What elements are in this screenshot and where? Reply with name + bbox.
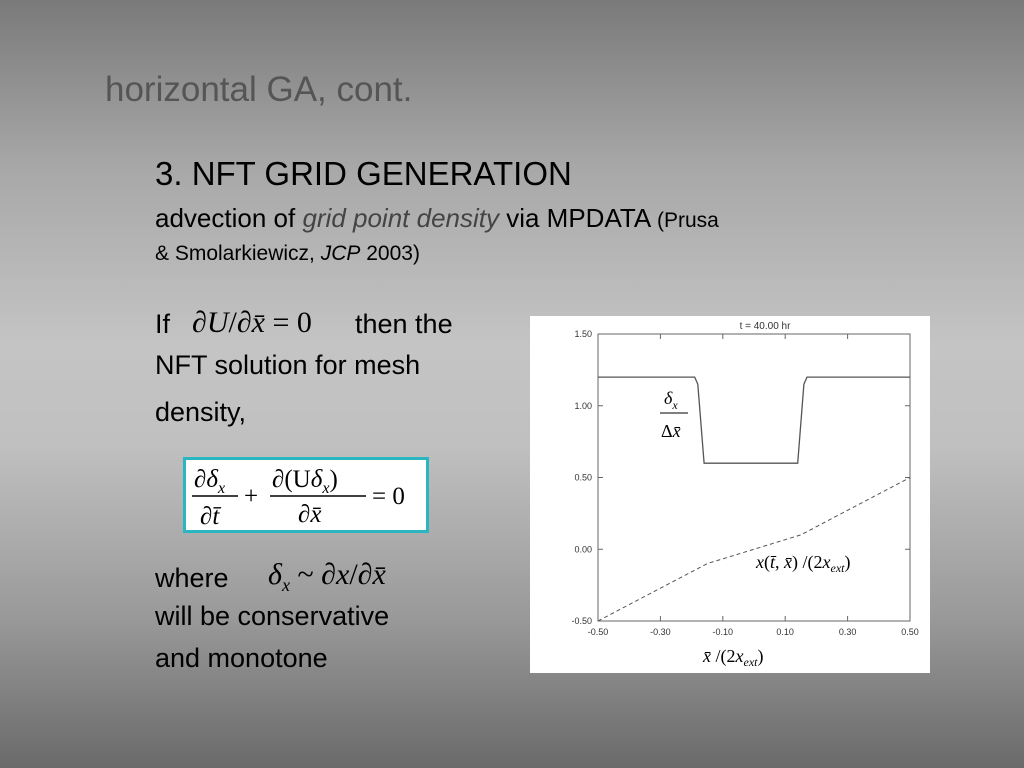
condition-formula: ∂U/∂x̄ = 0: [192, 306, 312, 339]
x-tick-label: 0.10: [776, 627, 794, 637]
x-tick-label: 0.30: [838, 627, 857, 637]
citation-line: [155, 242, 420, 266]
svg-text:δx: $\delta_x$: [664, 388, 678, 412]
svg-text:∂δx: $\partial\delta_x$: [194, 466, 226, 497]
position-series-annotation: x(t̄, x̄) $/(2x_{ext})$: [756, 552, 851, 575]
series-line-2: [598, 478, 910, 622]
svg-text:= 0: = 0: [372, 483, 405, 510]
slide-title: horizontal GA, cont.: [105, 70, 413, 109]
citation-year: 2003): [360, 242, 420, 265]
if-word: If: [155, 309, 171, 339]
y-tick-label: 0.00: [574, 544, 592, 555]
then-text: then the: [355, 309, 453, 339]
body-line-2: NFT solution for mesh: [155, 350, 421, 380]
monotone-line: and monotone: [155, 643, 328, 673]
subtitle-emphasis: grid point density: [302, 203, 499, 233]
y-tick-label: 1.50: [574, 329, 592, 339]
y-tick-label: 0.50: [574, 472, 592, 483]
series-line-1: [598, 377, 910, 463]
svg-text:∂t̄: ∂t̄: [200, 503, 220, 530]
subtitle-prefix: advection of: [155, 203, 303, 233]
axis-ticks: [571, 329, 918, 637]
svg-text:Δx̄: Δx̄: [661, 421, 681, 441]
series-layer: [598, 377, 910, 621]
citation-authors: & Smolarkiewicz,: [155, 242, 321, 265]
svg-text:∂(Uδx): $\partial(U\delta_x)$: [272, 466, 338, 497]
citation-open: (Prusa: [656, 209, 719, 232]
density-equation: [186, 460, 426, 530]
subtitle-middle: via MPDATA: [499, 203, 657, 233]
density-plot: [530, 316, 930, 673]
svg-text:∂x̄: ∂x̄: [298, 501, 322, 528]
x-tick-label: -0.30: [650, 627, 671, 637]
y-tick-label: -0.50: [571, 616, 592, 626]
section-heading: 3. NFT GRID GENERATION: [155, 155, 572, 192]
conservative-line: will be conservative: [155, 601, 390, 631]
x-tick-label: -0.10: [712, 627, 734, 637]
x-tick-label: -0.50: [587, 627, 609, 637]
body-line-3: density,: [155, 397, 247, 427]
plot-svg: [530, 316, 930, 673]
density-series-annotation: [660, 388, 688, 441]
citation-journal: JCP: [320, 242, 361, 265]
equation-box: [183, 457, 429, 533]
delta-definition: $\delta_x$ ~ ∂x/∂x̄: [268, 558, 386, 595]
subtitle-line: [155, 203, 719, 234]
x-tick-label: 0.50: [901, 627, 919, 637]
x-axis-label: x̄ $/(2x_{ext})$: [703, 646, 764, 669]
svg-text:+: +: [244, 483, 259, 510]
chart-title: t = 40.00 hr: [739, 321, 791, 332]
where-word: where: [155, 563, 229, 593]
y-tick-label: 1.00: [574, 400, 592, 411]
